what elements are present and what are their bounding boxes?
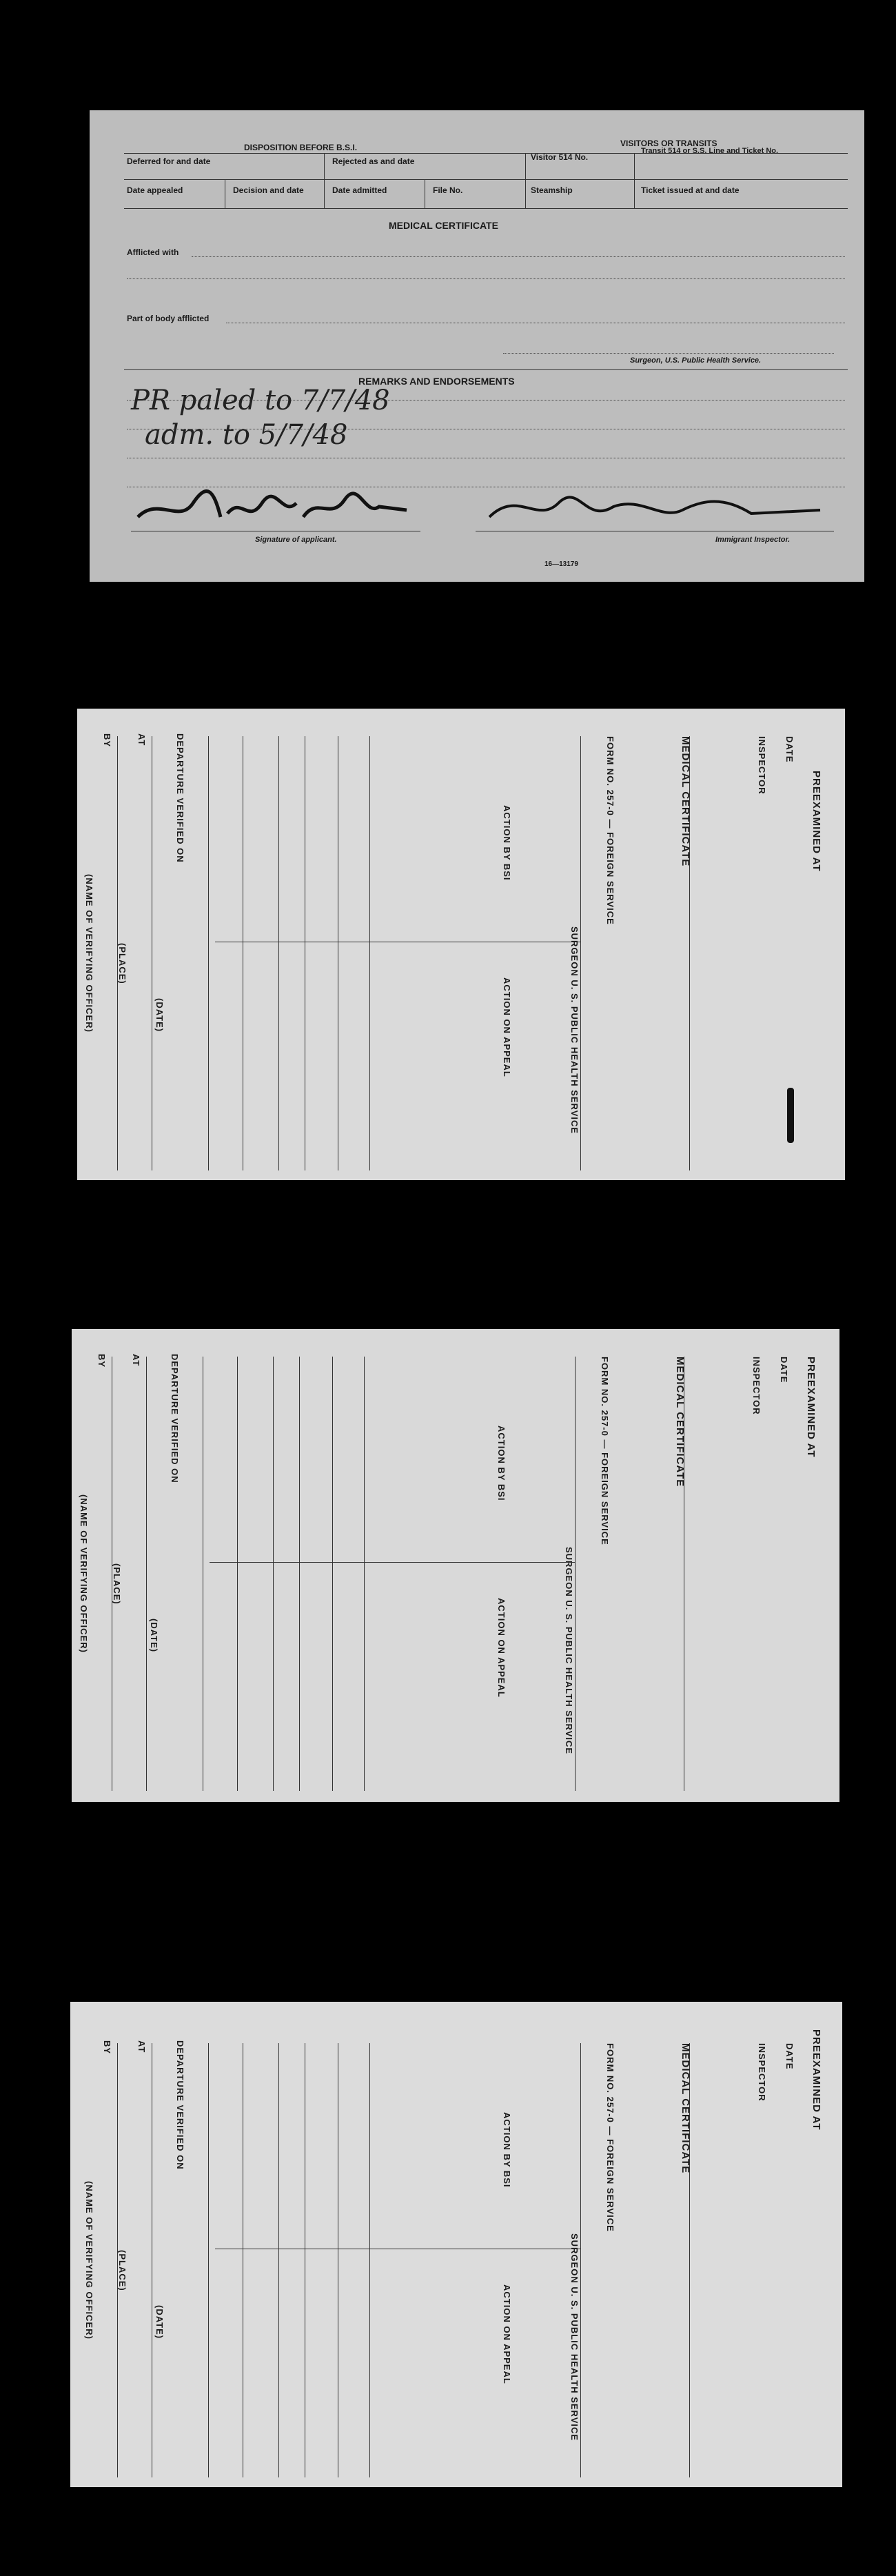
back-card xyxy=(70,2002,842,2487)
inspector-label: INSPECTOR xyxy=(757,736,767,795)
back-card xyxy=(72,1329,839,1802)
rule xyxy=(237,1357,238,1791)
surgeon-label: Surgeon, U.S. Public Health Service. xyxy=(630,356,762,365)
rule xyxy=(575,1357,576,1791)
visitor-label: Visitor 514 No. xyxy=(531,152,589,162)
inspector-label: INSPECTOR xyxy=(757,2043,767,2102)
officer-paren-label: (NAME OF VERIFYING OFFICER) xyxy=(84,874,94,1033)
rule xyxy=(689,2043,690,2477)
action-appeal-label: ACTION ON APPEAL xyxy=(502,2284,512,2384)
fill-line xyxy=(192,256,845,257)
remarks-title: REMARKS AND ENDORSEMENTS xyxy=(358,376,515,387)
rule xyxy=(273,1357,274,1791)
rule xyxy=(278,736,279,1170)
decision-label: Decision and date xyxy=(233,185,304,195)
rule xyxy=(525,153,526,208)
surgeon-label: SURGEON U. S. PUBLIC HEALTH SERVICE xyxy=(569,2233,580,2442)
disposition-header: DISPOSITION BEFORE B.S.I. xyxy=(244,143,358,152)
date-appealed-label: Date appealed xyxy=(127,185,183,195)
fill-line xyxy=(127,278,845,279)
rule xyxy=(117,2043,118,2477)
action-appeal-label: ACTION ON APPEAL xyxy=(502,977,512,1077)
afflicted-with-label: Afflicted with xyxy=(127,247,179,257)
fill-line xyxy=(503,353,834,354)
surgeon-label: SURGEON U. S. PUBLIC HEALTH SERVICE xyxy=(564,1547,574,1755)
action-bsi-label: ACTION BY BSI xyxy=(502,805,512,881)
rule xyxy=(208,736,209,1170)
part-of-body-label: Part of body afflicted xyxy=(127,314,210,323)
action-bsi-label: ACTION BY BSI xyxy=(502,2112,512,2188)
medical-certificate-label: MEDICAL CERTIFICATE xyxy=(680,736,691,867)
place-paren-label: (PLACE) xyxy=(112,1563,122,1605)
date-label: DATE xyxy=(784,736,795,763)
rule xyxy=(369,736,370,1170)
rule xyxy=(210,1562,575,1563)
rule xyxy=(278,2043,279,2477)
inspector-label: Immigrant Inspector. xyxy=(715,536,791,544)
rule xyxy=(299,1357,300,1791)
preexamined-label: PREEXAMINED AT xyxy=(811,2029,822,2131)
handwritten-remark-1: PR paled to 7/7/48 xyxy=(131,385,390,416)
form-number: 16—13179 xyxy=(544,560,578,568)
form-no-label: FORM NO. 257-0 — FOREIGN SERVICE xyxy=(600,1357,610,1545)
date-label: DATE xyxy=(779,1357,789,1383)
form-no-label: FORM NO. 257-0 — FOREIGN SERVICE xyxy=(605,736,615,925)
inspector-signature xyxy=(476,483,834,531)
action-bsi-label: ACTION BY BSI xyxy=(496,1426,507,1501)
surgeon-label: SURGEON U. S. PUBLIC HEALTH SERVICE xyxy=(569,926,580,1135)
rule xyxy=(146,1357,147,1791)
departure-label: DEPARTURE VERIFIED ON xyxy=(175,2040,185,2170)
rule xyxy=(332,1357,333,1791)
rule xyxy=(369,2043,370,2477)
file-no-label: File No. xyxy=(433,185,463,195)
handwritten-remark-2: adm. to 5/7/48 xyxy=(145,419,348,451)
preexamined-label: PREEXAMINED AT xyxy=(811,771,822,872)
date-paren-label: (DATE) xyxy=(154,998,165,1033)
place-paren-label: (PLACE) xyxy=(117,943,128,984)
rule xyxy=(634,153,635,208)
form-no-label: FORM NO. 257-0 — FOREIGN SERVICE xyxy=(605,2043,615,2232)
date-paren-label: (DATE) xyxy=(154,2305,165,2340)
by-label: BY xyxy=(96,1354,107,1368)
rule xyxy=(580,736,581,1170)
rule xyxy=(364,1357,365,1791)
at-label: AT xyxy=(136,733,147,747)
by-label: BY xyxy=(102,2040,112,2055)
signature-label: Signature of applicant. xyxy=(255,536,337,544)
rule xyxy=(208,2043,209,2477)
rule xyxy=(580,2043,581,2477)
officer-paren-label: (NAME OF VERIFYING OFFICER) xyxy=(84,2181,94,2340)
medical-certificate-title: MEDICAL CERTIFICATE xyxy=(389,220,498,231)
date-paren-label: (DATE) xyxy=(149,1619,159,1653)
medical-certificate-label: MEDICAL CERTIFICATE xyxy=(674,1357,686,1488)
visitors-header: VISITORS OR TRANSITS xyxy=(620,139,717,148)
departure-label: DEPARTURE VERIFIED ON xyxy=(170,1354,180,1483)
preexamined-label: PREEXAMINED AT xyxy=(805,1357,817,1458)
date-label: DATE xyxy=(784,2043,795,2070)
rule xyxy=(117,736,118,1170)
date-admitted-label: Date admitted xyxy=(332,185,387,195)
transit-label: Transit 514 or S.S. Line and Ticket No. xyxy=(641,147,779,155)
departure-label: DEPARTURE VERIFIED ON xyxy=(175,733,185,863)
ticket-issued-label: Ticket issued at and date xyxy=(641,185,740,195)
medical-certificate-label: MEDICAL CERTIFICATE xyxy=(680,2043,691,2174)
rule xyxy=(689,736,690,1170)
place-paren-label: (PLACE) xyxy=(117,2250,128,2291)
back-card xyxy=(77,709,845,1180)
rule xyxy=(124,179,848,180)
at-label: AT xyxy=(136,2040,147,2053)
at-label: AT xyxy=(131,1354,141,1367)
rule xyxy=(124,208,848,209)
rejected-label: Rejected as and date xyxy=(332,156,415,166)
steamship-label: Steamship xyxy=(531,185,573,195)
front-card xyxy=(90,110,864,582)
inspector-label: INSPECTOR xyxy=(751,1357,762,1415)
officer-paren-label: (NAME OF VERIFYING OFFICER) xyxy=(79,1494,89,1653)
action-appeal-label: ACTION ON APPEAL xyxy=(496,1598,507,1698)
by-label: BY xyxy=(102,733,112,748)
ink-mark xyxy=(787,1088,794,1143)
rule xyxy=(124,369,848,370)
rule xyxy=(324,153,325,208)
applicant-signature xyxy=(131,483,420,531)
deferred-label: Deferred for and date xyxy=(127,156,211,166)
